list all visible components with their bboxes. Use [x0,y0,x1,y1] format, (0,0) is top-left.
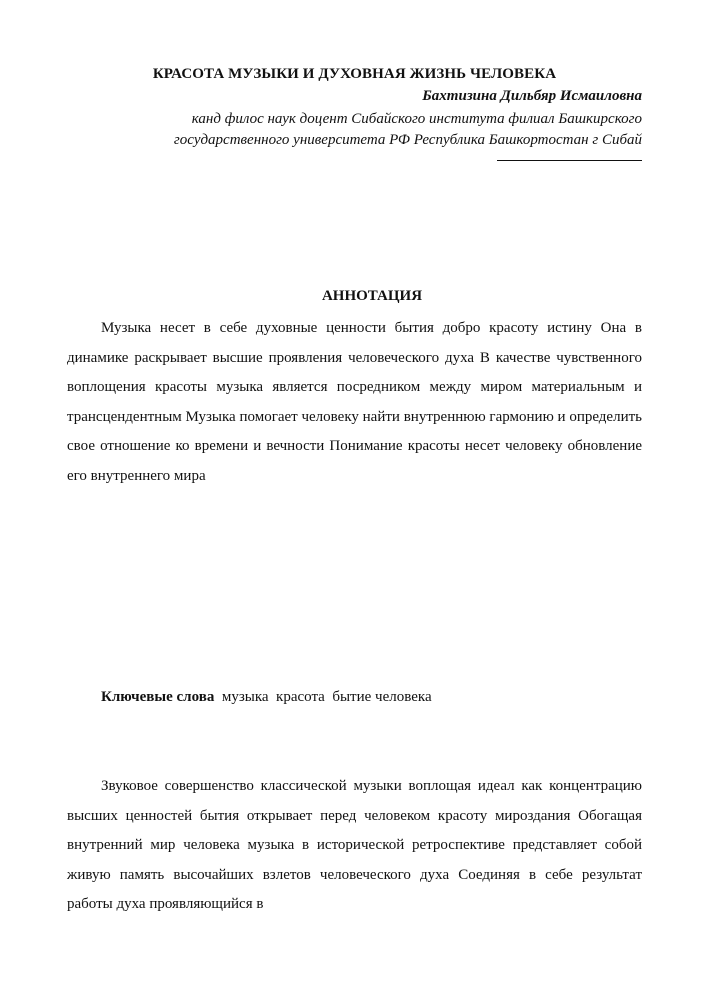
body-paragraph: Звуковое совершенство классической музыки воплощая идеал как концентрацию высших ценностей бытия открывает перед человеком красоту мироздания Обогащая внутренний мир человека музыка в исторической ретроспективе представляет собой живую память высочайших взлетов человеческого духа Соединяя в себе результат работы духа проявляющийся в [67,778,642,912]
header-rule [497,160,642,161]
keywords-text: музыка красота бытие человека [214,689,432,705]
affiliation-line-2: государственного университета РФ Республика Башкортостан г Сибай [173,132,642,148]
keywords-label: Ключевые слова [101,689,215,705]
annotation-text: Музыка несет в себе духовные ценности бытия добро красоту истину Она в динамике раскрывает высшие проявления человеческого духа В качестве чувственного воплощения красоты музыка является посредником между миром материальным и трансцендентным Музыка помогает человеку найти внутреннюю гармонию и определить свое отношение ко времени и вечности Понимание красоты несет человеку обновление его внутреннего мира [67,320,642,484]
paper-title: КРАСОТА МУЗЫКИ И ДУХОВНАЯ ЖИЗНЬ ЧЕЛОВЕКА [152,66,557,82]
keywords [101,689,432,706]
author-affiliation [100,109,642,151]
annotation-heading: АННОТАЦИЯ [321,288,423,304]
affiliation-line-1: канд филос наук доцент Сибайского института филиал Башкирского [191,111,642,127]
author-name: Бахтизина Дильбяр Исмаиловна [422,88,642,104]
